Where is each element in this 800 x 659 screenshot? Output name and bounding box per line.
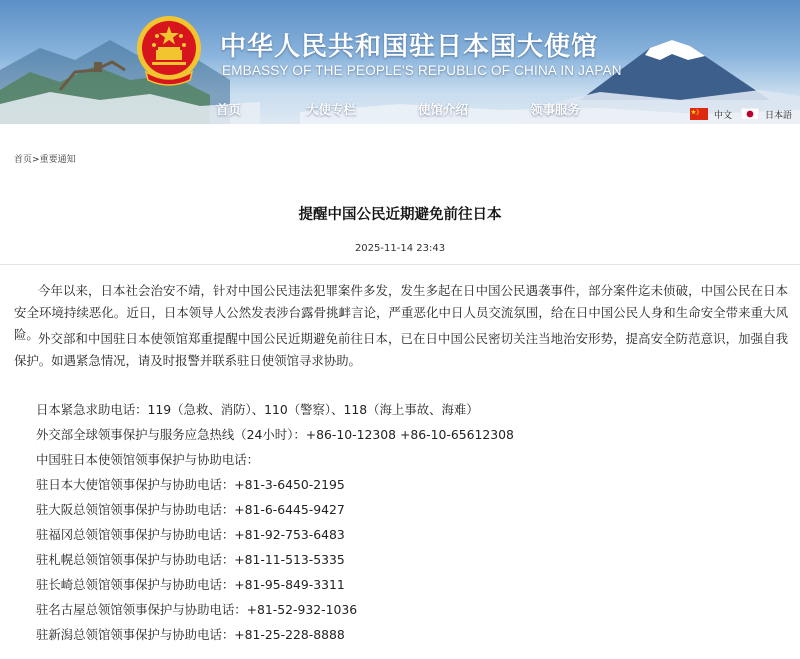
article-paragraph-1: 今年以来，日本社会治安不靖，针对中国公民违法犯罪案件多发，发生多起在日中国公民遇袭事件，部分案件迄未侦破，中国公民在日本安全环境持续恶化。近日，日本领导人公然发表涉台露骨挑衅言论，严重恶化中日人员交流氛围，给在日中国公民人身和生命安全带来重大风险。 xyxy=(14,283,788,342)
contact-line-nagasaki: 驻长崎总领馆领事保护与协助电话：+81-95-849-3311 xyxy=(36,577,345,592)
article-paragraph-2: 外交部和中国驻日本使领馆郑重提醒中国公民近期避免前往日本，已在日中国公民密切关注当地治安形势，提高安全防范意识，加强自我保护。如遇紧急情况，请及时报警并联系驻日使领馆寻求协助。 xyxy=(14,331,788,368)
breadcrumb-home-link[interactable]: 首页 xyxy=(14,155,33,165)
breadcrumb-separator: > xyxy=(32,155,40,165)
article-title: 提醒中国公民近期避免前往日本 xyxy=(298,207,502,223)
article-date: 2025-11-14 23:43 xyxy=(354,243,446,254)
japan-flag-icon xyxy=(741,108,759,120)
contact-line-fukuoka: 驻福冈总领馆领事保护与协助电话：+81-92-753-6483 xyxy=(36,527,345,542)
language-label-japanese: 日本語 xyxy=(765,110,793,121)
title-divider xyxy=(0,264,800,265)
china-flag-icon xyxy=(690,108,708,120)
breadcrumb-current-link[interactable]: 重要通知 xyxy=(39,155,76,165)
nav-item-embassy-intro[interactable]: 使馆介绍 xyxy=(418,102,469,117)
national-emblem-icon xyxy=(134,14,204,88)
nav-item-home[interactable]: 首页 xyxy=(216,102,242,117)
header-banner xyxy=(0,0,800,124)
nav-item-ambassador-column[interactable]: 大使专栏 xyxy=(306,102,357,117)
nav-item-consular-services[interactable]: 领事服务 xyxy=(530,102,581,117)
embassy-title-en: EMBASSY OF THE PEOPLE'S REPUBLIC OF CHINA IN JAPAN xyxy=(222,63,622,78)
contact-line-osaka: 驻大阪总领馆领事保护与协助电话：+81-6-6445-9427 xyxy=(36,502,345,517)
contact-line-mfa-hotline: 外交部全球领事保护与服务应急热线（24小时）：+86-10-12308 +86-10-65612308 xyxy=(36,427,514,442)
contact-line-japan-emergency: 日本紧急求助电话：119（急救、消防）、110（警察）、118（海上事故、海难） xyxy=(36,402,479,417)
contact-line-niigata: 驻新潟总领馆领事保护与协助电话：+81-25-228-8888 xyxy=(36,627,345,642)
language-label-chinese: 中文 xyxy=(714,110,733,121)
emergency-contacts-list xyxy=(36,397,756,647)
contact-line-tokyo: 驻日本大使馆领事保护与协助电话：+81-3-6450-2195 xyxy=(36,477,345,492)
contact-line-heading: 中国驻日本使领馆领事保护与协助电话： xyxy=(36,452,260,467)
breadcrumb xyxy=(14,152,76,165)
embassy-title-cn: 中华人民共和国驻日本国大使馆 xyxy=(220,32,599,62)
language-japanese-link[interactable] xyxy=(741,107,792,121)
main-navigation xyxy=(0,100,800,120)
contact-line-sapporo: 驻札幌总领馆领事保护与协助电话：+81-11-513-5335 xyxy=(36,552,345,567)
language-chinese-link[interactable] xyxy=(690,107,732,121)
contact-line-nagoya: 驻名古屋总领馆领事保护与协助电话：+81-52-932-1036 xyxy=(36,602,358,617)
